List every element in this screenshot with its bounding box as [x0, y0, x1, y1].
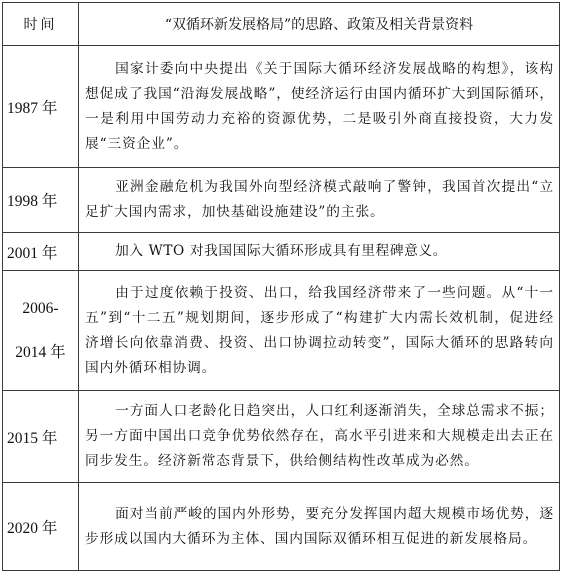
table-row: [3, 271, 560, 391]
year-line-end: 2014 年: [15, 343, 66, 361]
header-title: “双循环新发展格局”的思路、政策及相关背景资料: [79, 3, 560, 46]
table-row: [3, 391, 560, 483]
table-row: [3, 233, 560, 271]
content-cell: 亚洲金融危机为我国外向型经济模式敲响了警钟，我国首次提出“立足扩大国内需求，加快基础设施建设”的主张。: [79, 168, 560, 233]
content-cell: 加入 WTO 对我国国际大循环形成具有里程碑意义。: [79, 233, 560, 271]
header-time: 时间: [3, 3, 79, 46]
year-line-start: 2006-: [22, 299, 59, 317]
year-cell: [3, 271, 79, 391]
table-header-row: [3, 3, 560, 46]
content-cell: 一方面人口老龄化日趋突出，人口红利逐渐消失，全球总需求不振；另一方面中国出口竞争优势依然存在，高水平引进来和大规模走出去正在同步发生。经济新常态背景下，供给侧结构性改革成为必然。: [79, 391, 560, 483]
year-cell: 2001 年: [3, 233, 79, 271]
table-row: [3, 483, 560, 571]
policy-background-table: [2, 2, 560, 571]
content-cell: 国家计委向中央提出《关于国际大循环经济发展战略的构想》，该构想促成了我国“沿海发展战略”，使经济运行由国内循环扩大到国际循环，一是利用中国劳动力充裕的资源优势，二是吸引外商直接投资，大力发展“三资企业”。: [79, 46, 560, 168]
year-cell: 2015 年: [3, 391, 79, 483]
year-cell: 2020 年: [3, 483, 79, 571]
table-row: [3, 168, 560, 233]
year-cell: 1987 年: [3, 46, 79, 168]
content-cell: 面对当前严峻的国内外形势，要充分发挥国内超大规模市场优势，逐步形成以国内大循环为主体、国内国际双循环相互促进的新发展格局。: [79, 483, 560, 571]
year-cell: 1998 年: [3, 168, 79, 233]
content-cell: 由于过度依赖于投资、出口，给我国经济带来了一些问题。从“十一五”到“十二五”规划期间，逐步形成了“构建扩大内需长效机制，促进经济增长向依靠消费、投资、出口协调拉动转变”，国际大循环的思路转向国内外循环相协调。: [79, 271, 560, 391]
table-row: [3, 46, 560, 168]
